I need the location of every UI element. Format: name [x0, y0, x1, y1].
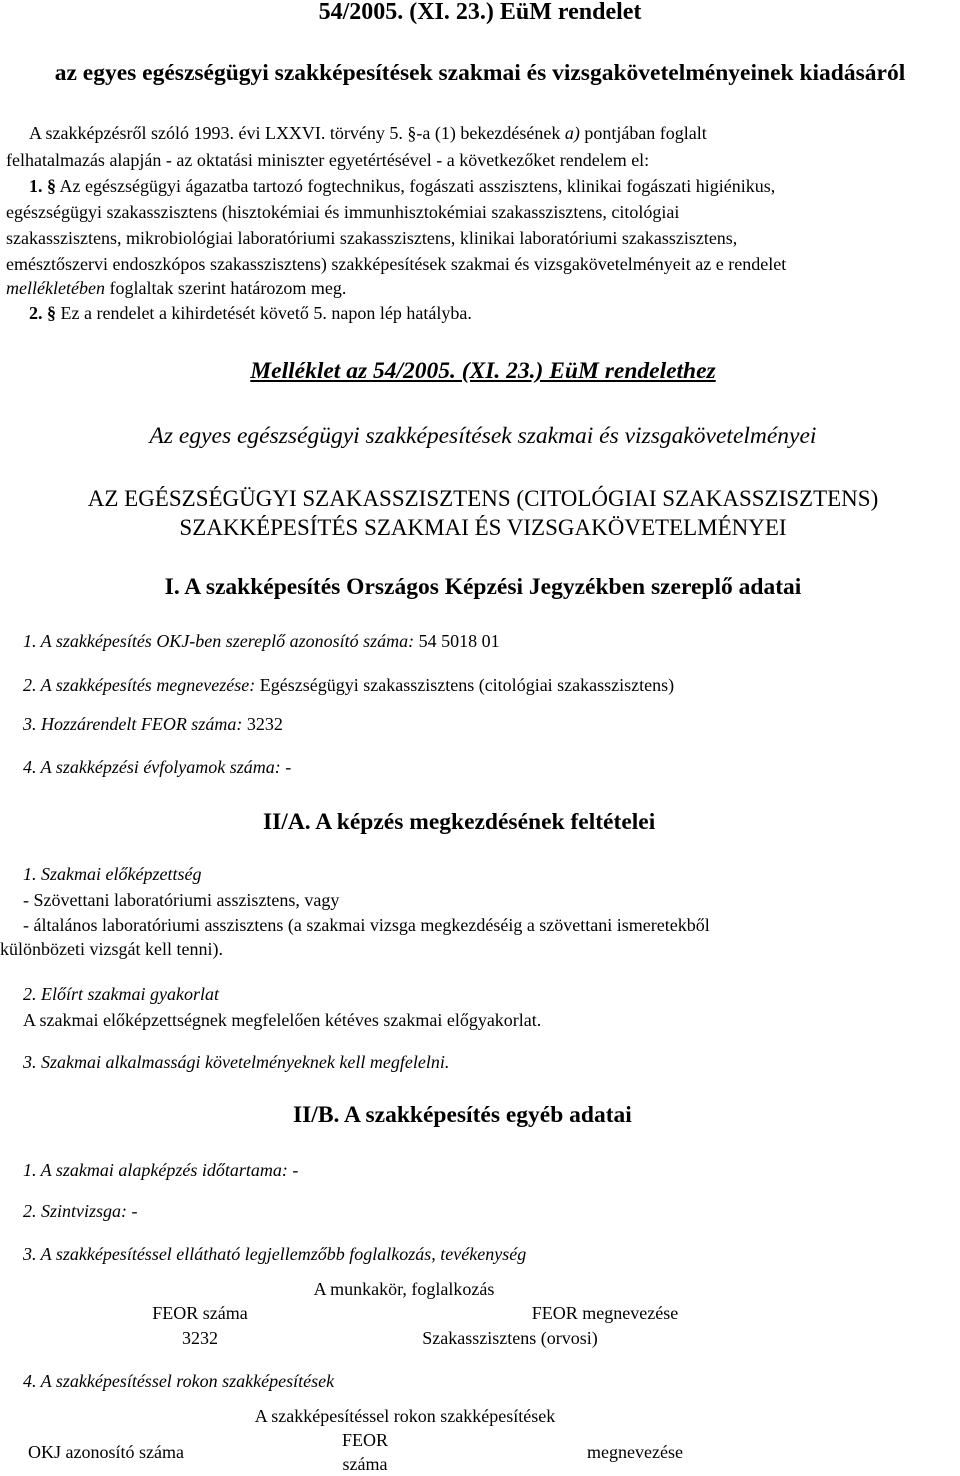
preamble-text-b: a): [564, 123, 580, 143]
section-1-line-2: egészségügyi szakasszisztens (hisztokémiai és immunhisztokémiai szakasszisztens, citológiai: [6, 202, 680, 222]
section-2-text: Ez a rendelet a kihirdetését követő 5. napon lép hatályba.: [60, 303, 472, 323]
section-1-text-1: Az egészségügyi ágazatba tartozó fogtechnikus, fogászati asszisztens, klinikai fogászati higiénikus,: [59, 176, 776, 196]
level-exam: 2. Szintvizsga: -: [23, 1201, 138, 1221]
section-1-annex-ref: mellékletében: [6, 278, 105, 298]
part-2b-heading: II/B. A szakképesítés egyéb adatai: [293, 1102, 632, 1128]
practice-title: 2. Előírt szakmai gyakorlat: [23, 984, 219, 1004]
part-1-item-3: [23, 712, 283, 736]
prereq-line-2: - általános laboratóriumi asszisztens (a szakmai vizsga megkezdéséig a szövettani ismeretekből: [23, 915, 710, 935]
practice-text: A szakmai előképzettségnek megfelelően kétéves szakmai előgyakorlat.: [23, 1010, 542, 1030]
training-duration: 1. A szakmai alapképzés időtartama: -: [23, 1160, 299, 1180]
occupation-row-name: Szakasszisztens (orvosi): [422, 1328, 598, 1348]
section-1-text-5: foglaltak szerint határozom meg.: [109, 278, 347, 298]
occupation-group-header: A munkakör, foglalkozás: [313, 1279, 495, 1299]
prereq-line-3: különbözeti vizsgát kell tenni).: [0, 939, 223, 959]
related-title: 4. A szakképesítéssel rokon szakképesítések: [23, 1371, 335, 1391]
document-title: 54/2005. (XI. 23.) EüM rendelet: [318, 0, 642, 25]
section-1-line-5: [6, 276, 346, 300]
related-group-header: A szakképesítéssel rokon szakképesítések: [254, 1406, 556, 1426]
document-subtitle: az egyes egészségügyi szakképesítések szakmai és vizsgakövetelményeinek kiadásáról: [54, 60, 906, 86]
section-1-line-3: szakasszisztens, mikrobiológiai laboratóriumi szakasszisztens, klinikai laboratóriumi szakasszisztens,: [6, 228, 738, 248]
part-2a-heading: II/A. A képzés megkezdésének feltételei: [263, 809, 656, 835]
section-2-number: 2. §: [29, 303, 56, 323]
part-1-item-3-value: 3232: [246, 714, 283, 734]
preamble-line-1: [29, 121, 707, 145]
annex-caps-line-1: AZ EGÉSZSÉGÜGYI SZAKASSZISZTENS (CITOLÓGIAI SZAKASSZISZTENS): [87, 486, 879, 511]
preamble-line-2: felhatalmazás alapján - az oktatási miniszter egyetértésével - a következőket rendelem el:: [6, 150, 650, 170]
occupation-title: 3. A szakképesítéssel ellátható legjellemzőbb foglalkozás, tevékenység: [23, 1244, 527, 1264]
part-1-heading: I. A szakképesítés Országos Képzési Jegyzékben szereplő adatai: [164, 574, 802, 600]
preamble-text-c: pontjában foglalt: [584, 123, 707, 143]
part-1-item-4: 4. A szakképzési évfolyamok száma: -: [23, 757, 292, 777]
part-1-item-1-value: 54 5018 01: [418, 631, 500, 651]
related-col-name-header: megnevezése: [587, 1442, 683, 1462]
related-col-feor-header-1: FEOR: [341, 1430, 388, 1450]
prereq-title: 1. Szakmai előképzettség: [23, 864, 202, 884]
section-1-line-4: emésztőszervi endoszkópos szakasszisztens) szakképesítések szakmai és vizsgakövetelményeit az e rendelet: [6, 254, 787, 274]
section-1-line-1: [29, 174, 775, 198]
prereq-line-1: - Szövettani laboratóriumi asszisztens, vagy: [23, 890, 340, 910]
occupation-col-feor-header: FEOR száma: [152, 1303, 248, 1323]
related-col-feor-header-2: száma: [342, 1454, 388, 1474]
annex-title: Melléklet az 54/2005. (XI. 23.) EüM rendelethez: [250, 358, 716, 384]
occupation-col-name-header: FEOR megnevezése: [531, 1303, 679, 1323]
part-1-item-2-label: 2. A szakképesítés megnevezése:: [23, 675, 256, 695]
part-1-item-1: [23, 629, 500, 653]
aptitude-requirements: 3. Szakmai alkalmassági követelményeknek kell megfelelni.: [23, 1052, 450, 1072]
related-col-okj-header: OKJ azonosító száma: [28, 1442, 184, 1462]
section-2-line: [29, 301, 472, 325]
annex-caps-line-2: SZAKKÉPESÍTÉS SZAKMAI ÉS VIZSGAKÖVETELMÉNYEI: [179, 515, 787, 540]
occupation-row-feor: 3232: [182, 1328, 218, 1348]
annex-subtitle: Az egyes egészségügyi szakképesítések szakmai és vizsgakövetelményei: [149, 423, 817, 449]
part-1-item-1-label: 1. A szakképesítés OKJ-ben szereplő azonosító száma:: [23, 631, 415, 651]
preamble-text-a: A szakképzésről szóló 1993. évi LXXVI. törvény 5. §-a (1) bekezdésének: [29, 123, 561, 143]
section-1-number: 1. §: [29, 176, 56, 196]
part-1-item-2-value: Egészségügyi szakasszisztens (citológiai szakasszisztens): [259, 675, 675, 695]
part-1-item-3-label: 3. Hozzárendelt FEOR száma:: [23, 714, 243, 734]
part-1-item-2: [23, 673, 674, 697]
